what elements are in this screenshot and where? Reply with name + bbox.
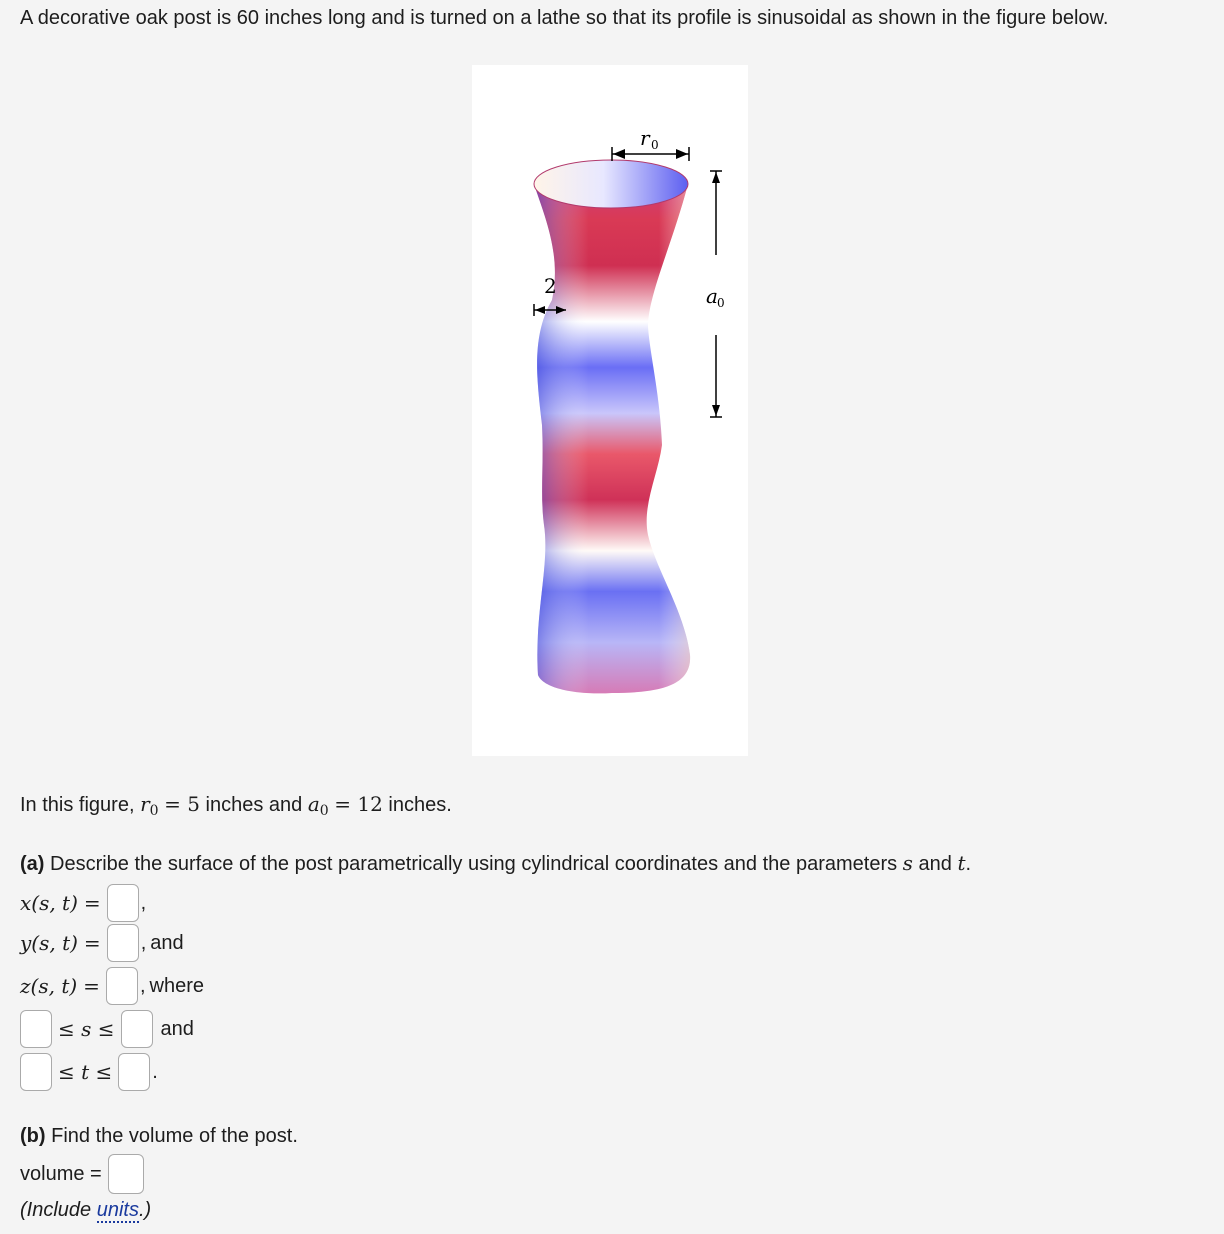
t-range-period: . (152, 1060, 158, 1083)
t-upper-input[interactable] (118, 1053, 150, 1091)
r0-subscript: 0 (149, 803, 159, 819)
z-answer-input[interactable] (106, 967, 138, 1005)
part-a-label: (a) (20, 853, 45, 875)
problem-intro: A decorative oak post is 60 inches long and is turned on a lathe so that its profile is sinusoidal as shown in the figure below. (20, 7, 1109, 29)
t-range-label: ≤ t ≤ (58, 1060, 113, 1084)
width-label: 2 (544, 274, 557, 298)
units-open: (Include (20, 1199, 92, 1221)
part-a-question (20, 847, 971, 881)
r0-sub: 0 (651, 138, 659, 152)
part-b-text: Find the volume of the post. (51, 1125, 298, 1147)
s-range-label: ≤ s ≤ (58, 1017, 115, 1041)
x-comma: , (140, 891, 147, 914)
y-answer-row (20, 922, 184, 964)
s-lower-input[interactable] (20, 1010, 52, 1048)
units-note (20, 1194, 151, 1227)
post-figure-svg (472, 65, 748, 756)
a0-sub: 0 (717, 296, 725, 310)
volume-input[interactable] (108, 1154, 144, 1194)
z-equals: = (83, 974, 100, 998)
y-comma: , (140, 931, 147, 954)
y-answer-input[interactable] (107, 924, 139, 962)
z-answer-row (20, 965, 204, 1007)
z-comma: , (139, 974, 146, 997)
volume-label: volume = (20, 1162, 102, 1185)
given-prefix: In this figure, (20, 794, 135, 816)
a0-symbol: a (307, 792, 320, 816)
part-a-period: . (965, 853, 972, 875)
x-equals: = (83, 891, 101, 915)
t-lower-input[interactable] (20, 1053, 52, 1091)
x-answer-input[interactable] (107, 884, 139, 922)
a0-value: = 12 (334, 792, 383, 816)
x-label: x(s, t) (20, 891, 78, 915)
given-values (20, 788, 452, 828)
post-figure (472, 65, 748, 756)
r0-unit: inches and (205, 794, 303, 816)
t-range-row (20, 1051, 158, 1093)
part-b-question (20, 1120, 298, 1153)
y-label: y(s, t) (20, 931, 78, 955)
part-a-text: Describe the surface of the post parametrically using cylindrical coordinates and the parameters (50, 853, 898, 875)
r0-label: r (640, 126, 650, 150)
r0-symbol: r (140, 792, 150, 816)
param-s: s (902, 851, 913, 875)
volume-row (20, 1153, 144, 1195)
units-close: .) (138, 1199, 152, 1221)
s-range-and: and (160, 1017, 194, 1040)
z-where: where (149, 974, 204, 997)
r0-value: = 5 (164, 792, 200, 816)
param-t: t (957, 851, 966, 875)
part-b-label: (b) (20, 1125, 46, 1147)
a0-label: a (706, 284, 718, 308)
s-range-row (20, 1008, 194, 1050)
a0-subscript: 0 (319, 803, 329, 819)
a0-unit: inches. (388, 794, 452, 816)
y-equals: = (83, 931, 101, 955)
z-label: z(s, t) (20, 974, 78, 998)
post-top-opening (534, 160, 688, 208)
x-answer-row (20, 882, 150, 924)
y-and: and (150, 931, 184, 954)
units-link[interactable]: units (96, 1199, 139, 1221)
and-word: and (918, 853, 952, 875)
s-upper-input[interactable] (121, 1010, 153, 1048)
